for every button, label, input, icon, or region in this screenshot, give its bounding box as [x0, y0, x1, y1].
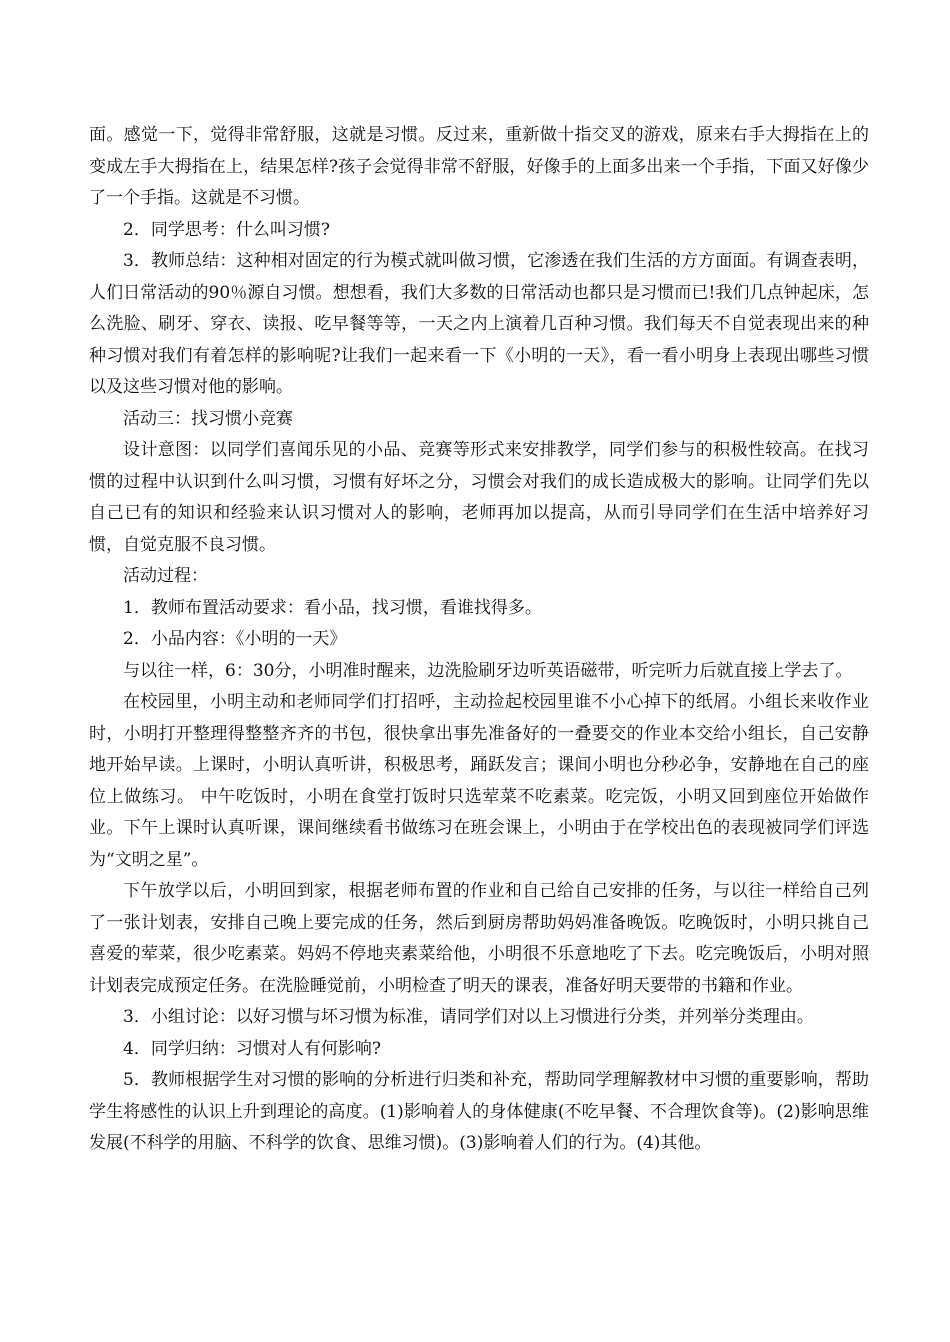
- paragraph-sketch-school: 在校园里，小明主动和老师同学们打招呼，主动捡起校园里谁不小心掉下的纸屑。小组长来收作业时，小明打开整理得整整齐齐的书包，很快拿出事先准备好的一叠要交的作业本交给小组长，自己安静地开始早读。上课时，小明认真听讲，积极思考，踊跃发言；课间小明也分秒必争，安静地在自己的座位上做练习。 中午吃饭时，小明在食堂打饭时只选荤菜不吃素菜。吃完饭，小明又回到座位开始做作业。下午上课时认真听课，课间继续看书做练习在班会课上，小明由于在学校出色的表现被同学们评选为“文明之星”。: [89, 692, 869, 870]
- paragraph-step-5-teacher: 5．教师根据学生对习惯的影响的分析进行归类和补充，帮助同学理解教材中习惯的重要影响，帮助学生将感性的认识上升到理论的高度。(1)影响着人的身体健康(不吃早餐、不合理饮食等)。(2)影响思维发展(不科学的用脑、不科学的饮食、思维习惯)。(3)影响着人们的行为。(4)其他。: [89, 1070, 869, 1153]
- paragraph-step-3-discussion: 3．小组讨论：以好习惯与坏习惯为标准，请同学们对以上习惯进行分类，并列举分类理由。: [123, 1007, 814, 1027]
- paragraph-sketch-evening: 下午放学以后，小明回到家，根据老师布置的作业和自己给自己安排的任务，与以往一样给自己列了一张计划表，安排自己晚上要完成的任务，然后到厨房帮助妈妈准备晚饭。吃晚饭时，小明只挑自己喜爱的荤菜，很少吃素菜。妈妈不停地夹素菜给他，小明很不乐意地吃了下去。吃完晚饭后，小明对照计划表完成预定任务。在洗脸睡觉前，小明检查了明天的课表，准备好明天要带的书籍和作业。: [89, 881, 869, 996]
- section-heading-activity-3: 活动三：找习惯小竞赛: [123, 408, 293, 429]
- paragraph-step-1-requirements: 1．教师布置活动要求：看小品，找习惯，看谁找得多。: [123, 597, 542, 618]
- paragraph-continuation: 面。感觉一下，觉得非常舒服，这就是习惯。反过来，重新做十指交叉的游戏，原来右手大拇指在上的变成左手大拇指在上，结果怎样?孩子会觉得非常不舒服，好像手的上面多出来一个手指，下面又好像少了一个手指。这就是不习惯。: [89, 125, 869, 208]
- paragraph-design-intent: 设计意图：以同学们喜闻乐见的小品、竞赛等形式来安排教学，同学们参与的积极性较高。在找习惯的过程中认识到什么叫习惯，习惯有好坏之分，习惯会对我们的成长造成极大的影响。让同学们先以自己已有的知识和经验来认识习惯对人的影响，老师再加以提高，从而引导同学们在生活中培养好习惯，自觉克服不良习惯。: [89, 440, 869, 555]
- paragraph-step-4-conclusion: 4．同学归纳：习惯对人有何影响?: [123, 1038, 381, 1059]
- paragraph-step-2-sketch: 2．小品内容：《小明的一天》: [123, 629, 347, 649]
- document-page: [89, 120, 869, 1160]
- paragraph-sketch-morning: 与以往一样，6：30分，小明准时醒来，边洗脸刷牙边听英语磁带，听完听力后就直接上学去了。: [123, 660, 853, 681]
- paragraph-step-2-think: 2．同学思考：什么叫习惯?: [123, 219, 330, 240]
- section-heading-process: 活动过程：: [123, 566, 208, 586]
- paragraph-step-3-summary: 3．教师总结：这种相对固定的行为模式就叫做习惯，它渗透在我们生活的方方面面。有调查表明，人们日常活动的90％源自习惯。想想看，我们大多数的日常活动也都只是习惯而已!我们几点钟起床，怎么洗脸、刷牙、穿衣、读报、吃早餐等等，一天之内上演着几百种习惯。我们每天不自觉表现出来的种种习惯对我们有着怎样的影响呢?让我们一起来看一下《小明的一天》，看一看小明身上表现出哪些习惯以及这些习惯对他的影响。: [89, 251, 869, 397]
